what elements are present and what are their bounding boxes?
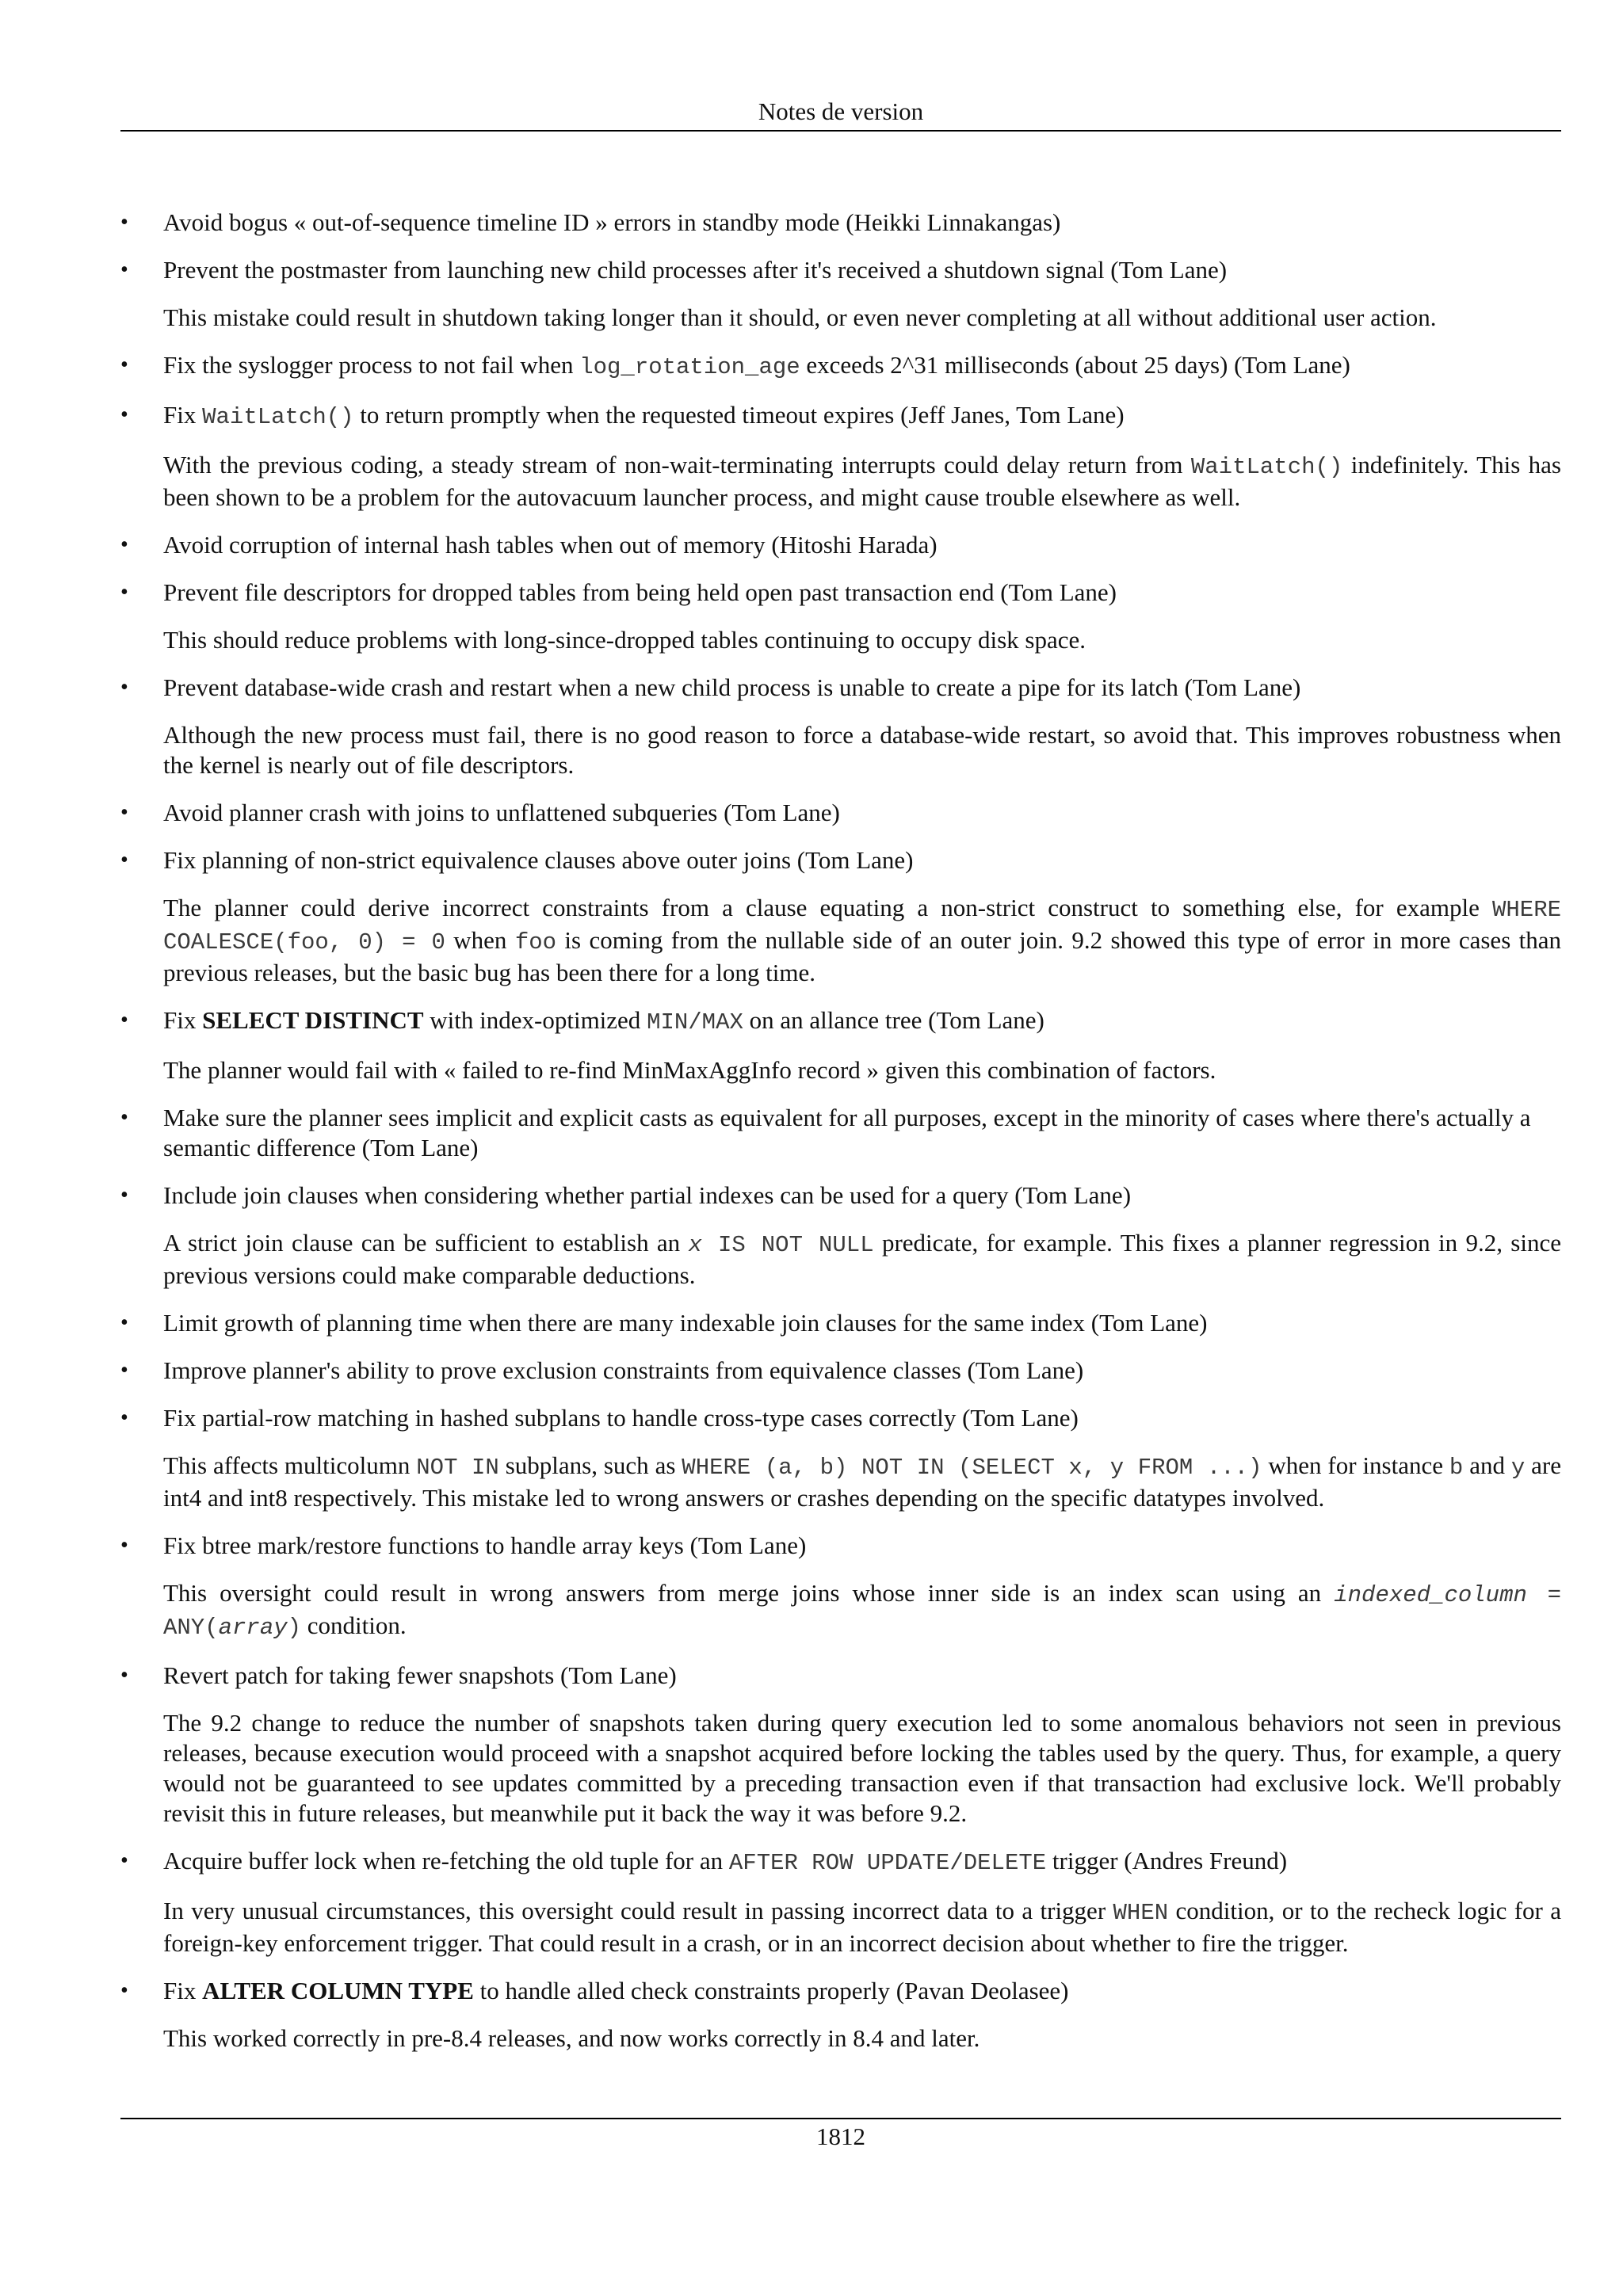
bullet-icon: •: [120, 532, 128, 557]
bullet-icon: •: [120, 1848, 128, 1873]
list-item: [120, 1846, 1561, 1958]
item-description: With the previous coding, a steady stream of non-wait-terminating interrupts could delay return from WaitLatch() indefinitely. This has been shown to be a problem for the autovacuum launcher process, and might cause trouble elsewhere as well.: [163, 451, 1561, 511]
item-text: Avoid planner crash with joins to unflattened subqueries (Tom Lane): [163, 799, 840, 826]
bullet-icon: •: [120, 257, 128, 282]
page-number: 1812: [816, 2122, 865, 2150]
code-variable: indexed_column: [1334, 1582, 1527, 1608]
item-text: Fix SELECT DISTINCT with index-optimized MIN/MAX on an allance tree (Tom Lane): [163, 1006, 1044, 1035]
bullet-icon: •: [120, 210, 128, 235]
list-item: [120, 208, 1561, 238]
item-text: Prevent database-wide crash and restart when a new child process is unable to create a pipe for its latch (Tom Lane): [163, 673, 1301, 701]
code-literal: WHERE COALESCE(foo, 0) = 0: [163, 897, 1561, 955]
item-description: This mistake could result in shutdown taking longer than it should, or even never completing at all without additional user action.: [163, 303, 1437, 331]
list-item: [120, 1103, 1561, 1163]
item-text: Improve planner's ability to prove exclusion constraints from equivalence classes (Tom Lane): [163, 1356, 1084, 1384]
code-literal: WHEN: [1113, 1900, 1169, 1926]
code-literal: AFTER ROW UPDATE/DELETE: [728, 1850, 1047, 1876]
code-variable: array: [218, 1615, 288, 1641]
bullet-icon: •: [120, 1008, 128, 1032]
page-header: [120, 93, 1561, 132]
bullet-icon: •: [120, 1105, 128, 1130]
code-literal: ): [287, 1615, 302, 1641]
code-variable: x: [688, 1232, 702, 1258]
command-name: ALTER COLUMN TYPE: [202, 1977, 474, 2004]
bullet-icon: •: [120, 800, 128, 825]
code-literal: IS NOT NULL: [701, 1232, 874, 1258]
item-text: Fix partial-row matching in hashed subplans to handle cross-type cases correctly (Tom Lane): [163, 1404, 1079, 1432]
item-text: Fix btree mark/restore functions to handle array keys (Tom Lane): [163, 1531, 807, 1559]
list-item: [120, 350, 1561, 383]
page-footer: [120, 2118, 1561, 2154]
list-item: [120, 845, 1561, 988]
list-item: [120, 400, 1561, 513]
bullet-icon: •: [120, 1663, 128, 1688]
item-text: Limit growth of planning time when there are many indexable join clauses for the same index (Tom Lane): [163, 1309, 1208, 1337]
list-item: [120, 530, 1561, 560]
list-item: [120, 1180, 1561, 1291]
code-literal: NOT IN: [416, 1455, 499, 1481]
code-literal: log_rotation_age: [579, 354, 800, 380]
bullet-icon: •: [120, 675, 128, 700]
code-literal: = ANY(: [163, 1582, 1561, 1641]
list-item: [120, 578, 1561, 655]
item-text: Avoid bogus « out-of-sequence timeline ID » errors in standby mode (Heikki Linnakangas): [163, 208, 1061, 236]
item-description: In very unusual circumstances, this oversight could result in passing incorrect data to a trigger WHEN condition, or to the recheck logic for a foreign-key enforcement trigger. That could result in a crash, or in an incorrect decision about whether to fire the trigger.: [163, 1897, 1561, 1957]
item-text: Prevent the postmaster from launching new child processes after it's received a shutdown signal (Tom Lane): [163, 256, 1228, 284]
bullet-icon: •: [120, 1358, 128, 1383]
item-text: Fix ALTER COLUMN TYPE to handle alled check constraints properly (Pavan Deolasee): [163, 1977, 1069, 2004]
code-literal: MIN/MAX: [647, 1009, 743, 1035]
list-item: [120, 1403, 1561, 1513]
release-notes-list: [120, 208, 1561, 2071]
item-description: A strict join clause can be sufficient to establish an x IS NOT NULL predicate, for example. This fixes a planner regression in 9.2, since previous versions could make comparable deductions.: [163, 1229, 1561, 1289]
code-literal: WaitLatch(): [202, 404, 354, 430]
code-literal: foo: [514, 929, 557, 955]
item-text: Include join clauses when considering whether partial indexes can be used for a query (Tom Lane): [163, 1181, 1132, 1209]
code-literal: WaitLatch(): [1190, 454, 1343, 480]
bullet-icon: •: [120, 1405, 128, 1430]
bullet-icon: •: [120, 1978, 128, 2003]
list-item: [120, 1308, 1561, 1338]
bullet-icon: •: [120, 1533, 128, 1558]
list-item: [120, 673, 1561, 780]
list-item: [120, 1976, 1561, 2054]
header-title: Notes de version: [758, 97, 924, 125]
item-text: Fix planning of non-strict equivalence clauses above outer joins (Tom Lane): [163, 846, 914, 874]
item-text: Fix WaitLatch() to return promptly when the requested timeout expires (Jeff Janes, Tom Lane): [163, 401, 1125, 430]
item-text: Fix the syslogger process to not fail when log_rotation_age exceeds 2^31 milliseconds (about 25 days) (Tom Lane): [163, 351, 1350, 380]
code-literal: b: [1449, 1455, 1464, 1481]
item-description: The planner could derive incorrect constraints from a clause equating a non-strict construct to something else, for example WHERE COALESCE(foo, 0) = 0 when foo is coming from the nullable side of an outer join. 9.2 showed this type of error in more cases than previous releases, but the basic bug has been there for a long time.: [163, 894, 1561, 986]
code-literal: y: [1510, 1455, 1526, 1481]
item-text: Revert patch for taking fewer snapshots (Tom Lane): [163, 1661, 677, 1689]
item-description: This oversight could result in wrong answers from merge joins whose inner side is an index scan using an indexed_column = ANY(array) condition.: [163, 1579, 1561, 1641]
item-text: Acquire buffer lock when re-fetching the old tuple for an AFTER ROW UPDATE/DELETE trigger (Andres Freund): [163, 1847, 1288, 1876]
item-description: This worked correctly in pre-8.4 releases, and now works correctly in 8.4 and later.: [163, 2024, 980, 2052]
item-description: This affects multicolumn NOT IN subplans, such as WHERE (a, b) NOT IN (SELECT x, y FROM ...) when for instance b and y are int4 and int8 respectively. This mistake led to wrong answers or crashes depending on the specific datatypes involved.: [163, 1451, 1561, 1512]
bullet-icon: •: [120, 402, 128, 427]
list-item: [120, 1356, 1561, 1386]
list-item: [120, 255, 1561, 333]
item-text: Avoid corruption of internal hash tables when out of memory (Hitoshi Harada): [163, 531, 938, 559]
item-description: The planner would fail with « failed to re-find MinMaxAggInfo record » given this combination of factors.: [163, 1056, 1216, 1084]
bullet-icon: •: [120, 848, 128, 872]
list-item: [120, 798, 1561, 828]
item-text: Make sure the planner sees implicit and explicit casts as equivalent for all purposes, except in the minority of cases where there's actually a semantic difference (Tom Lane): [163, 1104, 1531, 1161]
bullet-icon: •: [120, 580, 128, 605]
list-item: [120, 1661, 1561, 1829]
code-literal: WHERE (a, b) NOT IN (SELECT x, y FROM ...): [682, 1455, 1262, 1481]
item-description: This should reduce problems with long-since-dropped tables continuing to occupy disk space.: [163, 626, 1086, 654]
bullet-icon: •: [120, 353, 128, 377]
list-item: [120, 1531, 1561, 1643]
list-item: [120, 1005, 1561, 1085]
item-description: Although the new process must fail, there is no good reason to force a database-wide restart, so avoid that. This improves robustness when the kernel is nearly out of file descriptors.: [163, 721, 1561, 779]
bullet-icon: •: [120, 1183, 128, 1207]
item-text: Prevent file descriptors for dropped tables from being held open past transaction end (Tom Lane): [163, 578, 1117, 606]
command-name: SELECT DISTINCT: [202, 1006, 424, 1034]
bullet-icon: •: [120, 1310, 128, 1335]
item-description: The 9.2 change to reduce the number of snapshots taken during query execution led to some anomalous behaviors not seen in previous releases, because execution would proceed with a snapshot acquired before locking the tables used by the query. Thus, for example, a query would not be guaranteed to see updates committed by a preceding transaction even if that transaction had exclusive lock. We'll probably revisit this in future releases, but meanwhile put it back the way it was before 9.2.: [163, 1709, 1561, 1827]
